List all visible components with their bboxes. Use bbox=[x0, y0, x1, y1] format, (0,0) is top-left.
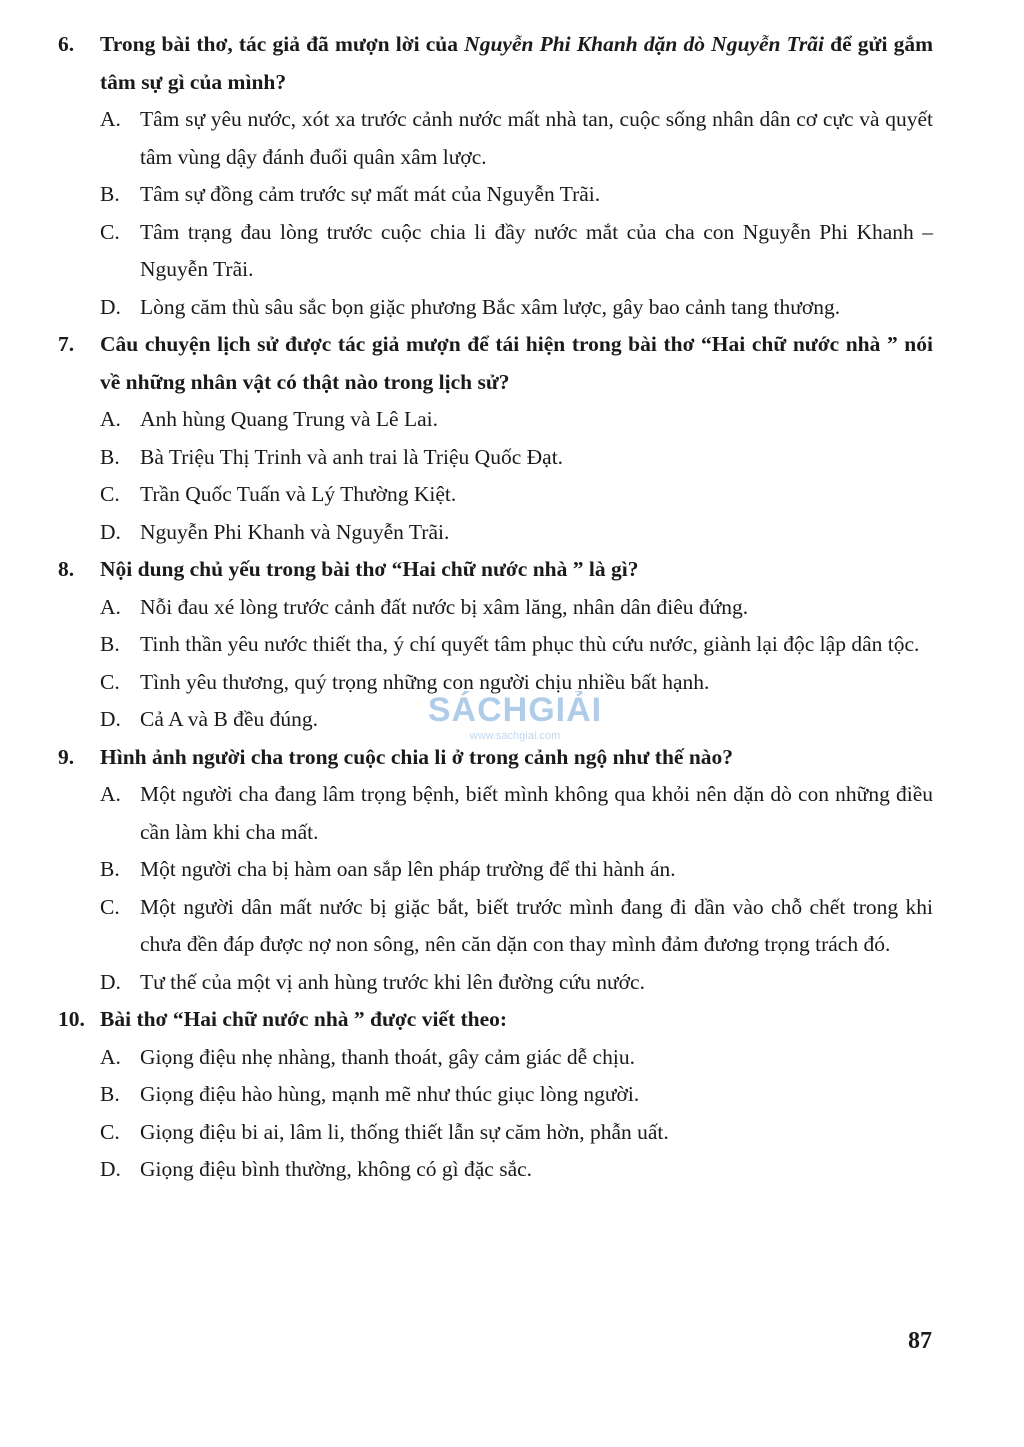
option-letter: A. bbox=[100, 107, 121, 131]
option-letter: B. bbox=[100, 857, 120, 881]
question-text bbox=[100, 26, 933, 101]
option-a bbox=[58, 1039, 933, 1077]
question-6 bbox=[58, 26, 933, 326]
option-d bbox=[58, 514, 933, 552]
question-header bbox=[58, 26, 933, 101]
question-text: Hình ảnh người cha trong cuộc chia li ở trong cảnh ngộ như thế nào? bbox=[100, 744, 734, 769]
option-letter: B. bbox=[100, 632, 120, 656]
watermark bbox=[410, 690, 620, 770]
question-text: Câu chuyện lịch sử được tác giả mượn để tái hiện trong bài thơ “Hai chữ nước nhà ” nói về những nhân vật có thật nào trong lịch sử? bbox=[100, 332, 933, 394]
question-number: 10. bbox=[58, 1007, 85, 1031]
option-b bbox=[58, 439, 933, 477]
question-number: 8. bbox=[58, 557, 75, 581]
option-letter: D. bbox=[100, 707, 121, 731]
question-number: 7. bbox=[58, 332, 75, 356]
option-text: Nỗi đau xé lòng trước cảnh đất nước bị xâm lăng, nhân dân điêu đứng. bbox=[140, 594, 749, 619]
option-text: Giọng điệu bình thường, không có gì đặc sắc. bbox=[140, 1157, 533, 1181]
question-text-part: Trong bài thơ, tác giả đã mượn lời của bbox=[100, 32, 465, 56]
option-b bbox=[58, 851, 933, 889]
question-text-italic: Nguyễn Phi Khanh dặn dò Nguyễn Trãi bbox=[464, 32, 825, 56]
option-text: Tâm trạng đau lòng trước cuộc chia li đầy nước mắt của cha con Nguyễn Phi Khanh – Nguyễn Trãi. bbox=[140, 219, 933, 281]
option-letter: C. bbox=[100, 669, 120, 694]
option-text: Anh hùng Quang Trung và Lê Lai. bbox=[140, 407, 438, 431]
option-text: Giọng điệu hào hùng, mạnh mẽ như thúc giục lòng người. bbox=[140, 1082, 640, 1106]
option-b bbox=[58, 1076, 933, 1114]
option-letter: C. bbox=[100, 1119, 120, 1144]
option-text: Giọng điệu bi ai, lâm li, thống thiết lẫn sự căm hờn, phẫn uất. bbox=[140, 1119, 669, 1144]
question-9 bbox=[58, 739, 933, 1002]
option-text: Tâm sự đồng cảm trước sự mất mát của Nguyễn Trãi. bbox=[140, 182, 601, 206]
option-letter: C. bbox=[100, 482, 120, 506]
option-letter: A. bbox=[100, 1044, 121, 1069]
question-header bbox=[58, 1001, 933, 1039]
option-text: Tư thế của một vị anh hùng trước khi lên đường cứu nước. bbox=[140, 969, 645, 994]
option-text: Cả A và B đều đúng. bbox=[140, 707, 318, 731]
question-number: 6. bbox=[58, 32, 75, 56]
question-list bbox=[58, 26, 933, 1189]
option-text: Tình yêu thương, quý trọng những con người chịu nhiều bất hạnh. bbox=[140, 669, 710, 694]
option-letter: B. bbox=[100, 444, 120, 469]
option-d bbox=[58, 1151, 933, 1189]
question-header bbox=[58, 551, 933, 589]
option-letter: A. bbox=[100, 407, 121, 431]
option-d bbox=[58, 964, 933, 1002]
question-7 bbox=[58, 326, 933, 551]
option-text: Một người cha đang lâm trọng bệnh, biết mình không qua khỏi nên dặn dò con những điều cần làm khi cha mất. bbox=[140, 782, 933, 844]
option-d bbox=[58, 289, 933, 327]
option-letter: C. bbox=[100, 219, 120, 244]
option-letter: B. bbox=[100, 182, 120, 206]
option-text: Giọng điệu nhẹ nhàng, thanh thoát, gây cảm giác dễ chịu. bbox=[140, 1044, 635, 1069]
option-letter: D. bbox=[100, 519, 121, 544]
option-a bbox=[58, 401, 933, 439]
option-text: Trần Quốc Tuấn và Lý Thường Kiệt. bbox=[140, 482, 457, 506]
option-letter: C. bbox=[100, 894, 120, 919]
question-text: Bài thơ “Hai chữ nước nhà ” được viết theo: bbox=[100, 1007, 508, 1031]
option-b bbox=[58, 626, 933, 664]
option-letter: B. bbox=[100, 1082, 120, 1106]
option-letter: D. bbox=[100, 1157, 121, 1181]
question-10 bbox=[58, 1001, 933, 1189]
option-a bbox=[58, 101, 933, 176]
option-letter: A. bbox=[100, 782, 121, 806]
option-b bbox=[58, 176, 933, 214]
option-letter: D. bbox=[100, 969, 121, 994]
option-a bbox=[58, 589, 933, 627]
watermark-url: www.sachgiai.com bbox=[469, 730, 561, 742]
option-text: Một người cha bị hàm oan sắp lên pháp trường để thi hành án. bbox=[140, 857, 676, 881]
option-c bbox=[58, 1114, 933, 1152]
question-number: 9. bbox=[58, 744, 75, 769]
watermark-logo: SÁCHGIẢI bbox=[427, 691, 603, 729]
option-letter: D. bbox=[100, 294, 121, 319]
option-letter: A. bbox=[100, 594, 121, 619]
page-number: 87 bbox=[908, 1328, 932, 1354]
option-text: Nguyễn Phi Khanh và Nguyễn Trãi. bbox=[140, 519, 450, 544]
question-text-part: để gửi gắm tâm sự gì của mình? bbox=[100, 32, 933, 94]
option-c bbox=[58, 476, 933, 514]
option-a bbox=[58, 776, 933, 851]
question-text: Nội dung chủ yếu trong bài thơ “Hai chữ nước nhà ” là gì? bbox=[100, 557, 639, 581]
option-text: Tinh thần yêu nước thiết tha, ý chí quyết tâm phục thù cứu nước, giành lại độc lập dân tộc. bbox=[140, 632, 920, 656]
option-text: Bà Triệu Thị Trinh và anh trai là Triệu Quốc Đạt. bbox=[140, 444, 564, 469]
option-text: Lòng căm thù sâu sắc bọn giặc phương Bắc xâm lược, gây bao cảnh tang thương. bbox=[140, 294, 841, 319]
option-c bbox=[58, 889, 933, 964]
option-c bbox=[58, 214, 933, 289]
question-header bbox=[58, 326, 933, 401]
option-text: Một người dân mất nước bị giặc bắt, biết trước mình đang đi dần vào chỗ chết trong khi chưa đền đáp được nợ non sông, nên căn dặn con thay mình đảm đương trọng trách đó. bbox=[140, 894, 933, 956]
option-text: Tâm sự yêu nước, xót xa trước cảnh nước mất nhà tan, cuộc sống nhân dân cơ cực và quyết tâm vùng dậy đánh đuổi quân xâm lược. bbox=[140, 107, 933, 169]
